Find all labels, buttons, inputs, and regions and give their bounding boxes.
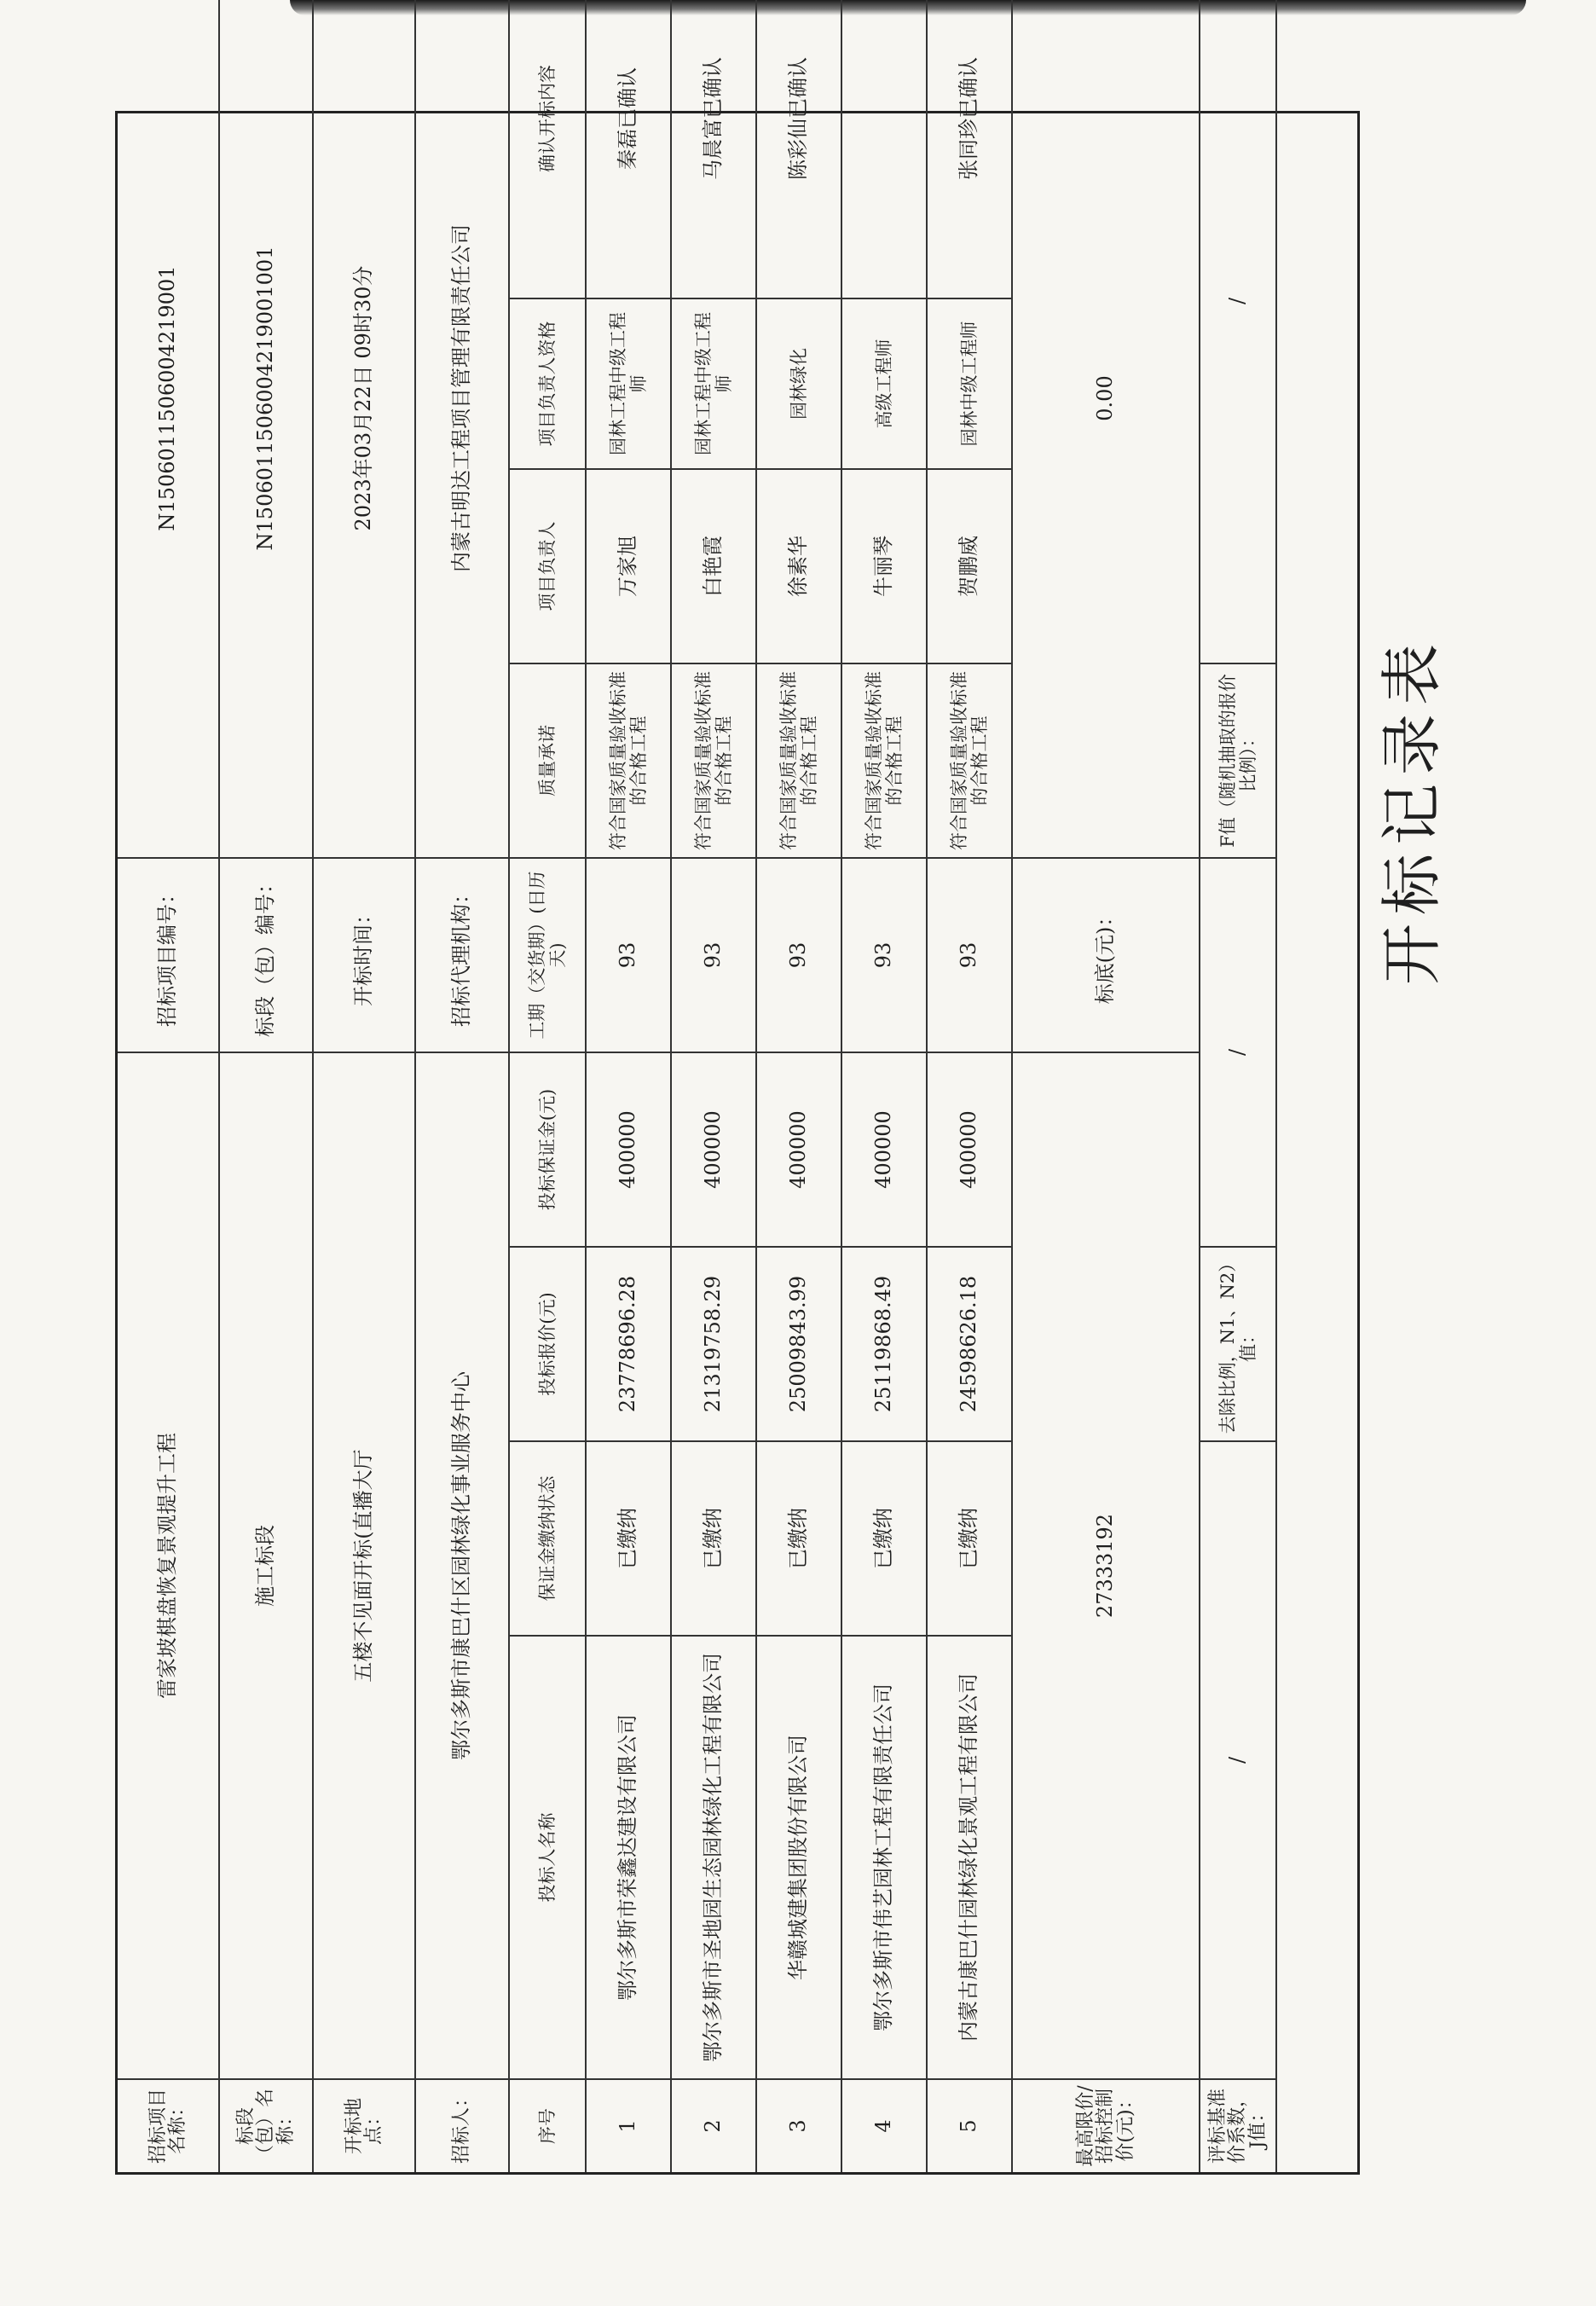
row3-deposit: 400000 bbox=[757, 1052, 842, 1246]
row5-price: 24598626.18 bbox=[928, 1246, 1013, 1440]
row4-price: 25119868.49 bbox=[842, 1246, 928, 1440]
page-title: 开标记录表 bbox=[1376, 635, 1448, 986]
row3-deposit-status: 已缴纳 bbox=[757, 1440, 842, 1635]
label-max-price: 最高限价/招标控制价(元)： bbox=[1013, 2078, 1200, 2172]
row1-manager: 万家旭 bbox=[587, 468, 672, 663]
row1-no: 1 bbox=[587, 2078, 672, 2172]
row3-period: 93 bbox=[757, 857, 842, 1052]
label-base: 标底(元)： bbox=[1013, 857, 1200, 1052]
row2-no: 2 bbox=[672, 2078, 757, 2172]
row3-confirm: 陈彩仙已确认 bbox=[757, 0, 842, 298]
row4-bidder: 鄂尔多斯市伟艺园林工程有限责任公司 bbox=[842, 1635, 928, 2078]
row3-qualification: 园林绿化 bbox=[757, 298, 842, 468]
label-open-time: 开标时间： bbox=[314, 857, 416, 1052]
label-location: 开标地点： bbox=[314, 2078, 416, 2172]
label-agent: 招标代理机构： bbox=[416, 857, 510, 1052]
row5-bidder: 内蒙古康巴什园林绿化景观工程有限公司 bbox=[928, 1635, 1013, 2078]
label-remove-ratio: 去除比例，N1、N2）值： bbox=[1200, 1246, 1277, 1440]
row1-deposit-status: 已缴纳 bbox=[587, 1440, 672, 1635]
row5-no: 5 bbox=[928, 2078, 1013, 2172]
row4-quality: 符合国家质量验收标准的合格工程 bbox=[842, 663, 928, 857]
row4-deposit: 400000 bbox=[842, 1052, 928, 1246]
row4-no: 4 bbox=[842, 2078, 928, 2172]
row2-bidder: 鄂尔多斯市圣地园生态园林绿化工程有限公司 bbox=[672, 1635, 757, 2078]
row2-qualification: 园林工程中级工程师 bbox=[672, 298, 757, 468]
label-tenderer: 招标人： bbox=[416, 2078, 510, 2172]
row1-qualification: 园林工程中级工程师 bbox=[587, 298, 672, 468]
row4-confirm bbox=[842, 0, 928, 298]
row3-no: 3 bbox=[757, 2078, 842, 2172]
col-header-bidder: 投标人名称 bbox=[510, 1635, 587, 2078]
row5-qualification: 园林中级工程师 bbox=[928, 298, 1013, 468]
row3-manager: 徐素华 bbox=[757, 468, 842, 663]
value-agent: 内蒙古明达工程项目管理有限责任公司 bbox=[416, 0, 510, 857]
row2-manager: 白艳霞 bbox=[672, 468, 757, 663]
row4-deposit-status: 已缴纳 bbox=[842, 1440, 928, 1635]
col-header-quality: 质量承诺 bbox=[510, 663, 587, 857]
value-k-value: / bbox=[1200, 1440, 1277, 2078]
value-project-name: 雷家坡棋盘恢复景观提升工程 bbox=[118, 1052, 220, 2078]
value-open-time: 2023年03月22日 09时30分 bbox=[314, 0, 416, 857]
value-remove-ratio: / bbox=[1200, 857, 1277, 1246]
value-max-price: 27333192 bbox=[1013, 1052, 1200, 2078]
value-location: 五楼不见面开标(直播大厅 bbox=[314, 1052, 416, 2078]
row1-quality: 符合国家质量验收标准的合格工程 bbox=[587, 663, 672, 857]
row5-confirm: 张同珍已确认 bbox=[928, 0, 1013, 298]
row3-bidder: 华赣城建集团股份有限公司 bbox=[757, 1635, 842, 2078]
row3-price: 25009843.99 bbox=[757, 1246, 842, 1440]
value-project-no: N1506011506004219001 bbox=[118, 0, 220, 857]
row2-deposit-status: 已缴纳 bbox=[672, 1440, 757, 1635]
row1-price: 23778696.28 bbox=[587, 1246, 672, 1440]
row1-bidder: 鄂尔多斯市荣鑫达建设有限公司 bbox=[587, 1635, 672, 2078]
label-section-no: 标段（包）编号： bbox=[220, 857, 314, 1052]
row2-deposit: 400000 bbox=[672, 1052, 757, 1246]
label-k-value: 评标基准价系数，J值： bbox=[1200, 2078, 1277, 2172]
row2-quality: 符合国家质量验收标准的合格工程 bbox=[672, 663, 757, 857]
col-header-deposit-status: 保证金缴纳状态 bbox=[510, 1440, 587, 1635]
row1-confirm: 秦磊已确认 bbox=[587, 0, 672, 298]
row5-deposit-status: 已缴纳 bbox=[928, 1440, 1013, 1635]
row5-quality: 符合国家质量验收标准的合格工程 bbox=[928, 663, 1013, 857]
row2-confirm: 马晨富已确认 bbox=[672, 0, 757, 298]
label-f-value: F值（随机抽取的报价比例）： bbox=[1200, 663, 1277, 857]
col-header-period: 工期（交货期）(日历天) bbox=[510, 857, 587, 1052]
row1-period: 93 bbox=[587, 857, 672, 1052]
label-section-name: 标段（包）名称： bbox=[220, 2078, 314, 2172]
row5-period: 93 bbox=[928, 857, 1013, 1052]
row4-period: 93 bbox=[842, 857, 928, 1052]
bid-opening-sheet bbox=[115, 0, 1479, 2183]
col-header-deposit: 投标保证金(元) bbox=[510, 1052, 587, 1246]
row2-period: 93 bbox=[672, 857, 757, 1052]
row4-qualification: 高级工程师 bbox=[842, 298, 928, 468]
label-project-no: 招标项目编号： bbox=[118, 857, 220, 1052]
value-tenderer: 鄂尔多斯市康巴什区园林绿化事业服务中心 bbox=[416, 1052, 510, 2078]
bid-record-table bbox=[115, 57, 1360, 2175]
value-f-value: / bbox=[1200, 0, 1277, 663]
col-header-manager: 项目负责人 bbox=[510, 468, 587, 663]
row1-deposit: 400000 bbox=[587, 1052, 672, 1246]
row5-deposit: 400000 bbox=[928, 1052, 1013, 1246]
value-base: 0.00 bbox=[1013, 0, 1200, 857]
col-header-price: 投标报价(元) bbox=[510, 1246, 587, 1440]
value-section-no: N1506011506004219001001 bbox=[220, 0, 314, 857]
row5-manager: 贺鹏威 bbox=[928, 468, 1013, 663]
col-header-no: 序号 bbox=[510, 2078, 587, 2172]
row2-price: 21319758.29 bbox=[672, 1246, 757, 1440]
row4-manager: 牛丽琴 bbox=[842, 468, 928, 663]
label-project-name: 招标项目名称： bbox=[118, 2078, 220, 2172]
col-header-qualification: 项目负责人资格 bbox=[510, 298, 587, 468]
value-section-name: 施工标段 bbox=[220, 1052, 314, 2078]
col-header-confirm: 确认开标内容 bbox=[510, 0, 587, 298]
row3-quality: 符合国家质量验收标准的合格工程 bbox=[757, 663, 842, 857]
